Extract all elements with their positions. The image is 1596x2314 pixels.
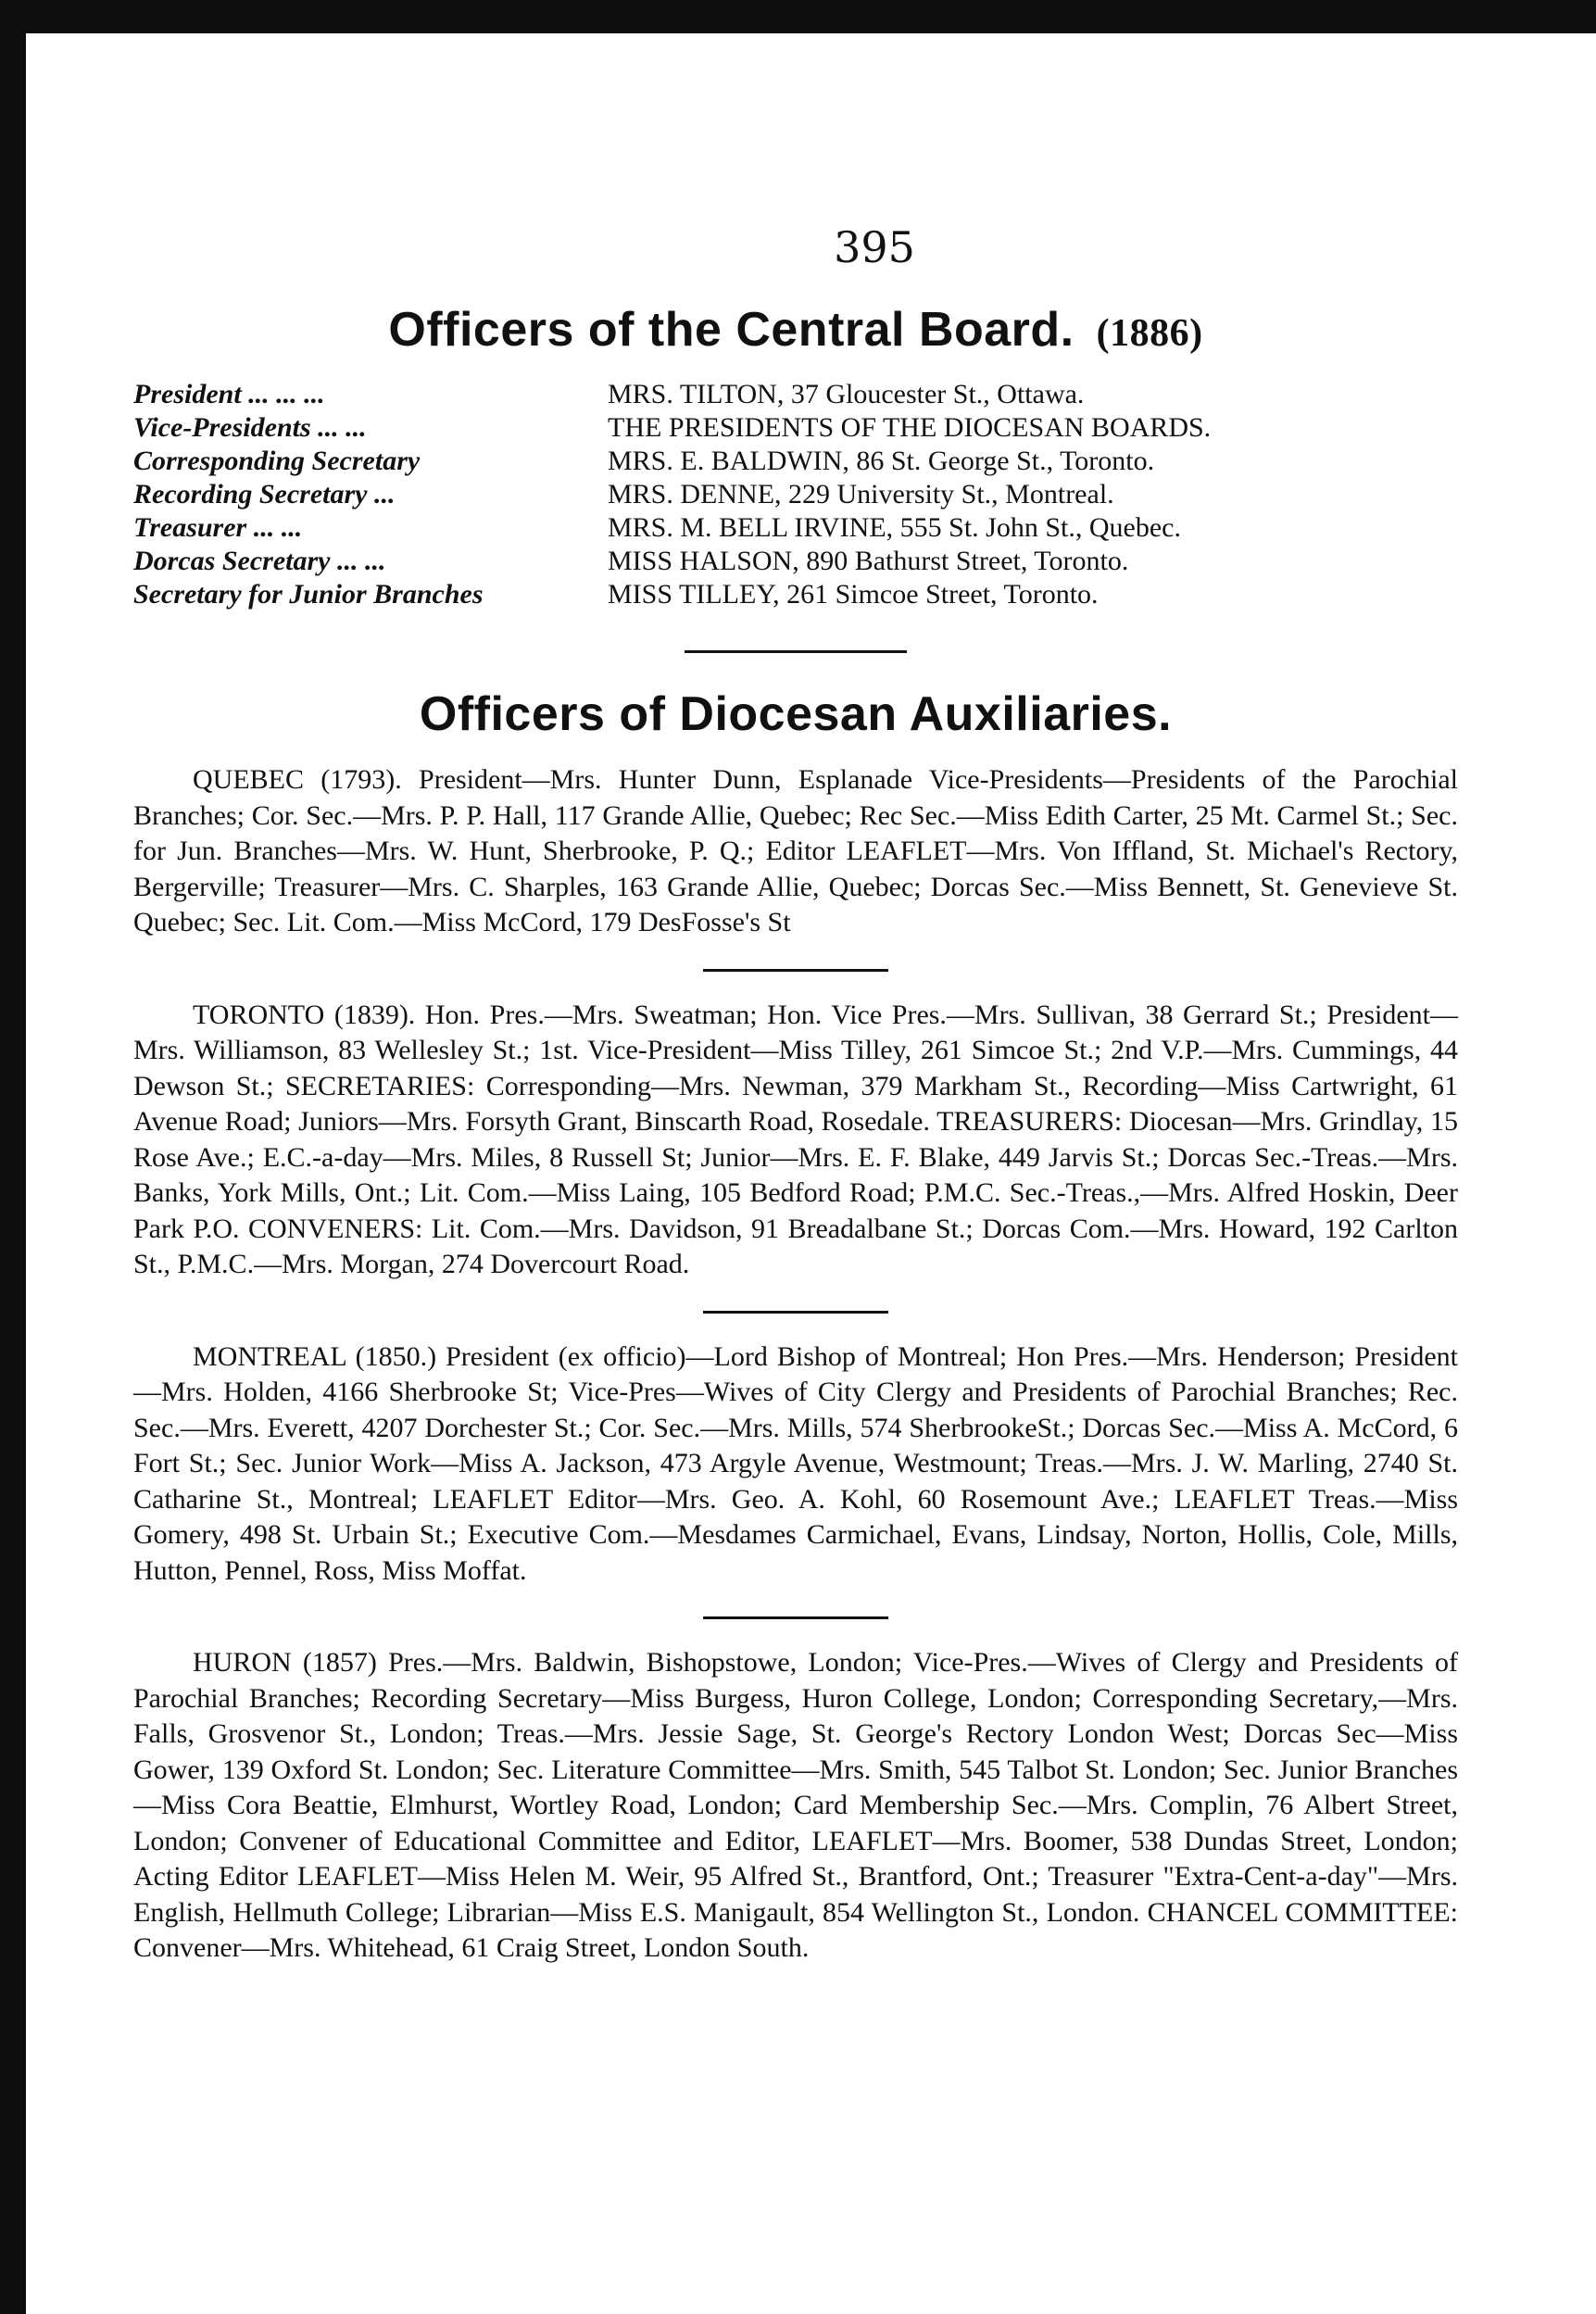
officer-row xyxy=(133,478,1458,511)
entry-divider xyxy=(703,1311,888,1314)
officer-row xyxy=(133,445,1458,478)
officer-name: THE PRESIDENTS OF THE DIOCESAN BOARDS. xyxy=(608,412,1212,443)
page-edge-left xyxy=(0,0,26,2314)
officer-row xyxy=(133,511,1458,545)
quebec-entry: QUEBEC (1793). President—Mrs. Hunter Dunn, Esplanade Vice-Presidents—Presidents of the Parochial Branches; Cor. Sec.—Mrs. P. P. Hall, 117 Grande Allie, Quebec; Rec Sec.—Miss Edith Carter, 25 Mt. Carmel St.; Sec. for Jun. Branches—Mrs. W. Hunt, Sherbrooke, P. Q.; Editor LEAFLET—Mrs. Von Iffland, St. Michael's Rectory, Bergerville; Treasurer—Mrs. C. Sharples, 163 Grande Allie, Quebec; Dorcas Sec.—Miss Bennett, St. Genevieve St. Quebec; Sec. Lit. Com.—Miss McCord, 179 DesFosse's St xyxy=(133,764,1458,937)
officer-role: Corresponding Secretary xyxy=(133,446,421,476)
page-edge-gap xyxy=(26,33,1323,46)
officer-name: MRS. DENNE, 229 University St., Montreal. xyxy=(608,479,1114,509)
page-number: 395 xyxy=(834,222,915,272)
central-board-title xyxy=(133,302,1458,358)
central-board-year: (1886) xyxy=(1096,312,1203,355)
diocesan-title: Officers of Diocesan Auxiliaries. xyxy=(419,687,1173,741)
officer-role: Treasurer ... ... xyxy=(133,512,303,543)
central-board-title-text: Officers of the Central Board. xyxy=(388,303,1074,357)
officer-role: Dorcas Secretary ... ... xyxy=(133,546,386,576)
toronto-entry: TORONTO (1839). Hon. Pres.—Mrs. Sweatman; Hon. Vice Pres.—Mrs. Sullivan, 38 Gerrard St.; President—Mrs. Williamson, 83 Wellesley St.; 1st. Vice-President—Miss Tilley, 261 Simcoe St.; 2nd V.P.—Mrs. Cummings, 44 Dewson St.; SECRETARIES: Corresponding—Mrs. Newman, 379 Markham St., Recording—Miss Cartwright, 61 Avenue Road; Juniors—Mrs. Forsyth Grant, Binscarth Road, Rosedale. TREASURERS: Diocesan—Mrs. Grindlay, 15 Rose Ave.; E.C.-a-day—Mrs. Miles, 8 Russell St; Junior—Mrs. E. F. Blake, 449 Jarvis St.; Dorcas Sec.-Treas.—Mrs. Banks, York Mills, Ont.; Lit. Com.—Miss Laing, 105 Bedford Road; P.M.C. Sec.-Treas.,—Mrs. Alfred Hoskin, Deer Park P.O. CONVENERS: Lit. Com.—Mrs. Davidson, 91 Breadalbane St.; Dorcas Com.—Mrs. Howard, 192 Carlton St., P.M.C.—Mrs. Morgan, 274 Dovercourt Road. xyxy=(133,999,1458,1279)
officer-role: Vice-Presidents ... ... xyxy=(133,412,367,443)
officer-role: Recording Secretary ... xyxy=(133,479,396,509)
officer-name: MISS HALSON, 890 Bathurst Street, Toronto. xyxy=(608,546,1129,576)
officer-row xyxy=(133,411,1458,445)
officer-role: President ... ... ... xyxy=(133,379,325,409)
huron-entry: HURON (1857) Pres.—Mrs. Baldwin, Bishopstowe, London; Vice-Pres.—Wives of Clergy and Presidents of Parochial Branches; Recording Secretary—Miss Burgess, Huron College, London; Corresponding Secretary,—Mrs. Falls, Grosvenor St., London; Treas.—Mrs. Jessie Sage, St. George's Rectory London West; Dorcas Sec—Miss Gower, 139 Oxford St. London; Sec. Literature Committee—Mrs. Smith, 545 Talbot St. London; Sec. Junior Branches—Miss Cora Beattie, Elmhurst, Wortley Road, London; Card Membership Sec.—Mrs. Complin, 76 Albert Street, London; Convener of Educational Committee and Editor, LEAFLET—Mrs. Boomer, 538 Dundas Street, London; Acting Editor LEAFLET—Miss Helen M. Weir, 95 Alfred St., Brantford, Ont.; Treasurer "Extra-Cent-a-day"—Mrs. English, Hellmuth College; Librarian—Miss E.S. Manigault, 854 Wellington St., London. CHANCEL COMMITTEE: Convener—Mrs. Whitehead, 61 Craig Street, London South. xyxy=(133,1647,1458,1963)
officer-row xyxy=(133,378,1458,411)
page-edge-top xyxy=(0,0,1596,33)
entry-divider xyxy=(703,969,888,972)
officer-row xyxy=(133,578,1458,611)
entry-divider xyxy=(703,1616,888,1619)
officer-name: MISS TILLEY, 261 Simcoe Street, Toronto. xyxy=(608,579,1099,610)
officer-role: Secretary for Junior Branches xyxy=(133,579,484,610)
central-board-officers xyxy=(133,378,1458,611)
officer-name: MRS. E. BALDWIN, 86 St. George St., Toronto. xyxy=(608,446,1155,476)
officer-name: MRS. TILTON, 37 Gloucester St., Ottawa. xyxy=(608,379,1085,409)
montreal-entry: MONTREAL (1850.) President (ex officio)—Lord Bishop of Montreal; Hon Pres.—Mrs. Henderson; President—Mrs. Holden, 4166 Sherbrooke St; Vice-Pres—Wives of City Clergy and Presidents of Parochial Branches; Rec. Sec.—Mrs. Everett, 4207 Dorchester St.; Cor. Sec.—Mrs. Mills, 574 SherbrookeSt.; Dorcas Sec.—Miss A. McCord, 6 Fort St.; Sec. Junior Work—Miss A. Jackson, 473 Argyle Avenue, Westmount; Treas.—Mrs. J. W. Marling, 2740 St. Catharine St., Montreal; LEAFLET Editor—Mrs. Geo. A. Kohl, 60 Rosemount Ave.; LEAFLET Treas.—Miss Gomery, 498 St. Urbain St.; Executive Com.—Mesdames Carmichael, Evans, Lindsay, Norton, Hollis, Cole, Mills, Hutton, Pennel, Ross, Miss Moffat. xyxy=(133,1340,1458,1586)
document-page xyxy=(133,222,1458,1967)
officer-row xyxy=(133,545,1458,578)
section-divider xyxy=(685,650,907,653)
officer-name: MRS. M. BELL IRVINE, 555 St. John St., Quebec. xyxy=(608,512,1181,543)
